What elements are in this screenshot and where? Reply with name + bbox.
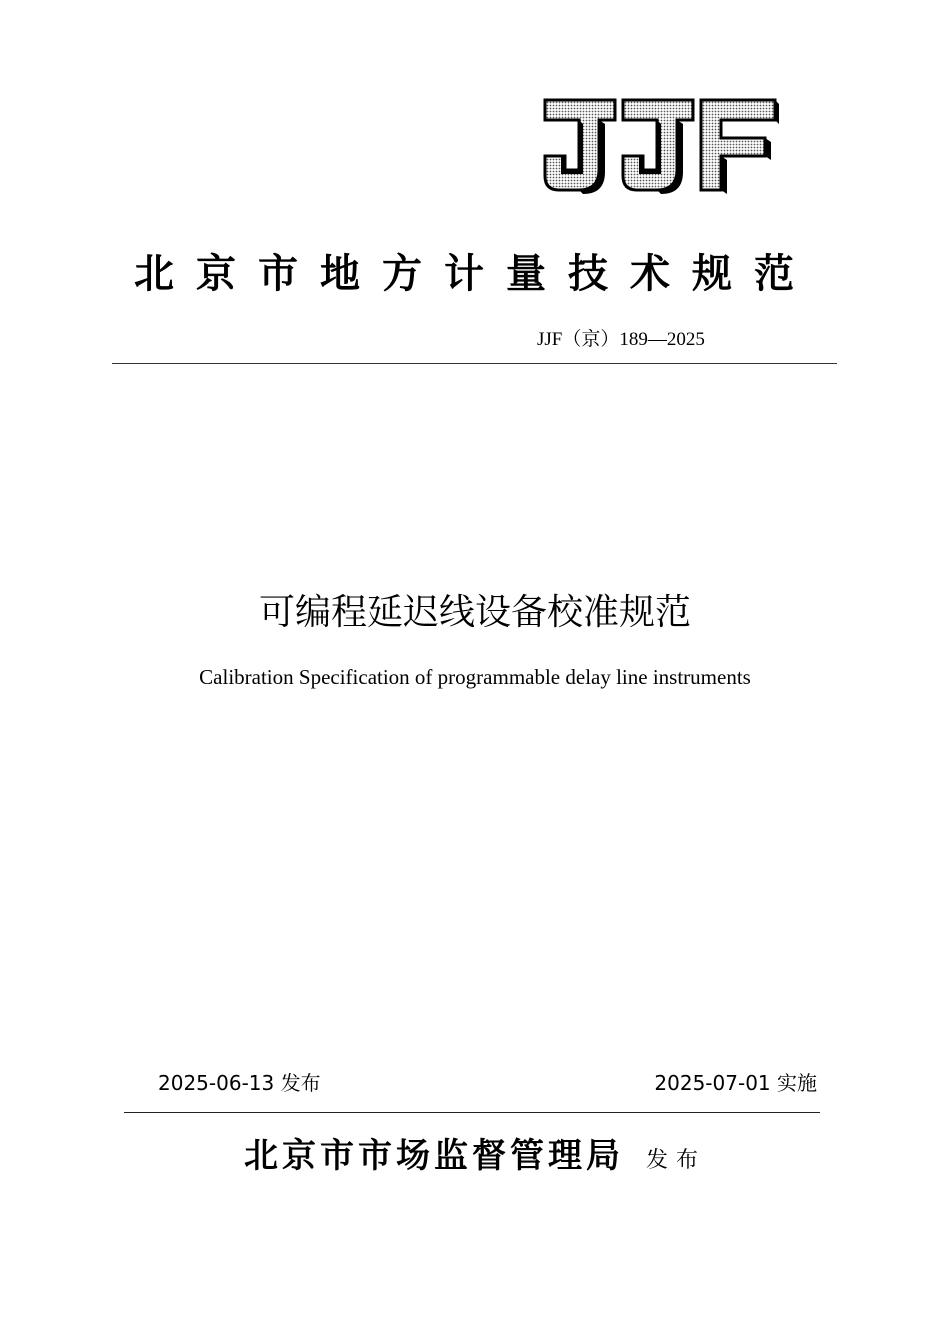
header-divider: [112, 363, 837, 364]
footer-divider: [124, 1112, 820, 1113]
publisher-name: 北京市市场监督管理局: [243, 1136, 624, 1176]
jjf-logo: [543, 98, 779, 194]
document-title-english: Calibration Specification of programmable delay line instruments: [199, 665, 751, 689]
publisher-line: [0, 1132, 950, 1180]
publish-label: 发布: [645, 1148, 706, 1173]
standard-category-title: 北京市地方计量技术规范: [134, 250, 816, 297]
logo-letter-j2: [623, 100, 693, 194]
logo-letter-f: [701, 100, 779, 194]
issue-date: 2025-06-13 发布: [158, 1071, 321, 1095]
effective-date: 2025-07-01 实施: [654, 1071, 817, 1095]
document-title-chinese: 可编程延迟线设备校准规范: [258, 592, 691, 633]
logo-letter-j1: [545, 100, 615, 194]
standard-number: JJF（京）189—2025: [537, 329, 705, 350]
